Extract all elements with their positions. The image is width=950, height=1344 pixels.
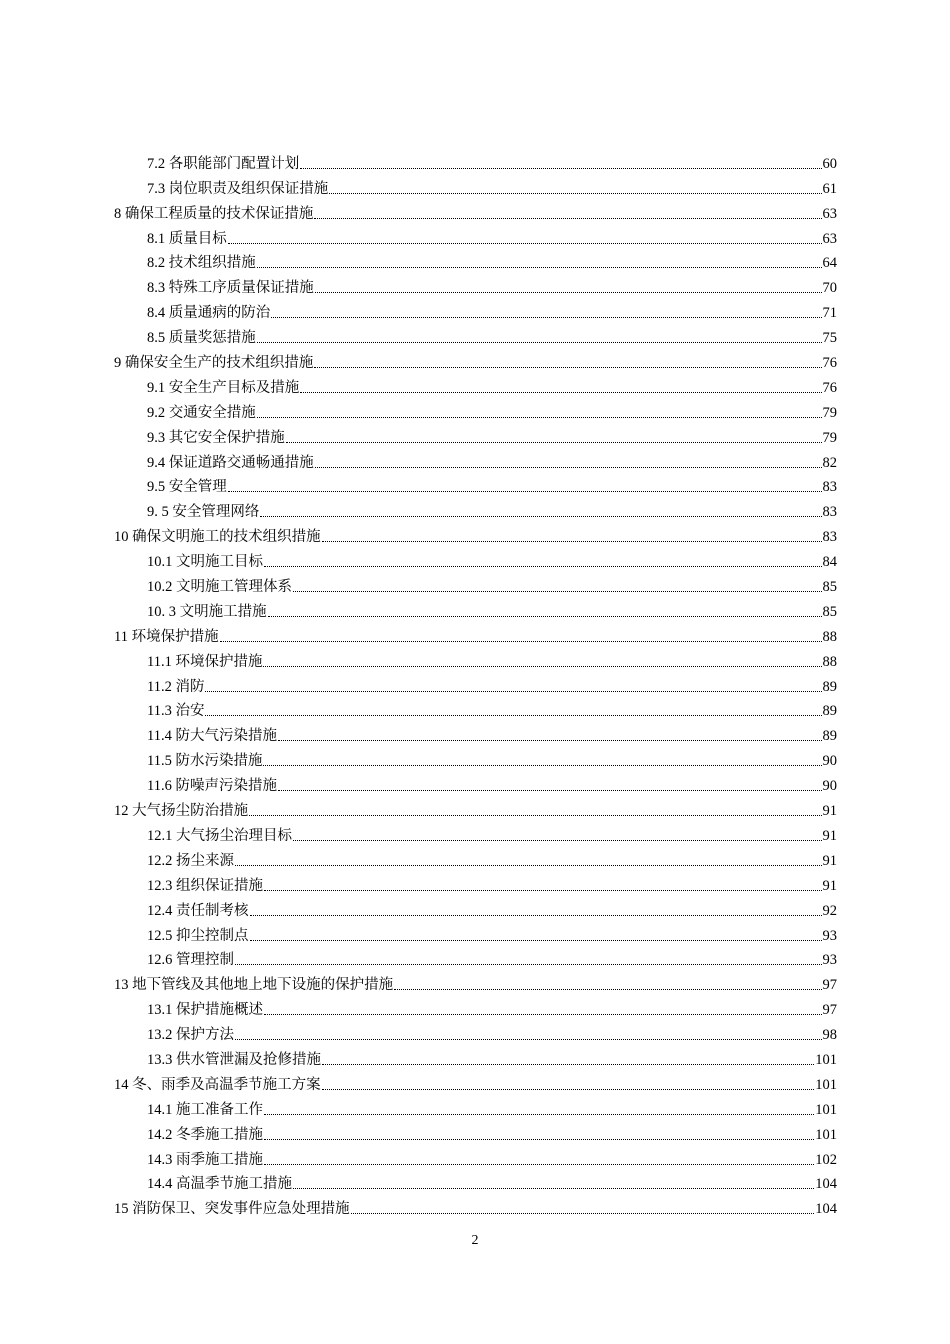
toc-entry[interactable] — [114, 198, 837, 223]
toc-entry[interactable] — [114, 945, 837, 970]
toc-entry-page: 101 — [815, 1126, 837, 1143]
toc-entry-page: 75 — [822, 330, 837, 347]
toc-entry-title: 13.2 保护方法 — [147, 1027, 234, 1044]
toc-entry-page: 76 — [822, 355, 837, 372]
toc-dot-leader — [314, 217, 821, 219]
toc-dot-leader — [394, 988, 821, 990]
toc-entry[interactable] — [114, 1193, 837, 1218]
toc-entry[interactable] — [114, 994, 837, 1019]
toc-dot-leader — [205, 690, 821, 692]
toc-entry-title: 8.5 质量奖惩措施 — [147, 330, 256, 347]
toc-dot-leader — [264, 1138, 814, 1140]
toc-entry-title: 14 冬、雨季及高温季节施工方案 — [114, 1076, 321, 1093]
toc-dot-leader — [322, 540, 822, 542]
toc-entry-page: 60 — [822, 155, 837, 172]
toc-entry-title: 11.3 治安 — [147, 703, 205, 720]
toc-entry[interactable] — [114, 621, 837, 646]
toc-dot-leader — [286, 441, 822, 443]
toc-dot-leader — [314, 366, 821, 368]
toc-entry-page: 90 — [822, 753, 837, 770]
toc-entry[interactable] — [114, 646, 837, 671]
toc-entry-title: 12.4 责任制考核 — [147, 902, 249, 919]
toc-entry-title: 14.1 施工准备工作 — [147, 1101, 263, 1118]
toc-dot-leader — [264, 889, 822, 891]
toc-entry-page: 91 — [822, 827, 837, 844]
toc-entry-page: 89 — [822, 678, 837, 695]
toc-entry-page: 76 — [822, 379, 837, 396]
toc-entry[interactable] — [114, 521, 837, 546]
toc-entry[interactable] — [114, 472, 837, 497]
toc-entry-page: 97 — [822, 977, 837, 994]
toc-entry-title: 12.6 管理控制 — [147, 952, 234, 969]
toc-entry-title: 12.1 大气扬尘治理目标 — [147, 827, 292, 844]
toc-entry-page: 91 — [822, 877, 837, 894]
toc-dot-leader — [264, 1163, 814, 1165]
toc-entry[interactable] — [114, 745, 837, 770]
toc-entry-title: 7.3 岗位职责及组织保证措施 — [147, 180, 329, 197]
toc-entry-page: 83 — [822, 479, 837, 496]
toc-dot-leader — [263, 665, 821, 667]
toc-entry[interactable] — [114, 795, 837, 820]
toc-entry-page: 98 — [822, 1027, 837, 1044]
toc-entry-page: 64 — [822, 255, 837, 272]
toc-entry[interactable] — [114, 1119, 837, 1144]
toc-entry-page: 92 — [822, 902, 837, 919]
toc-dot-leader — [278, 739, 822, 741]
toc-entry[interactable] — [114, 173, 837, 198]
toc-entry-title: 8.1 质量目标 — [147, 230, 227, 247]
toc-dot-leader — [257, 416, 822, 418]
toc-entry-title: 12 大气扬尘防治措施 — [114, 803, 249, 820]
toc-entry-page: 91 — [822, 803, 837, 820]
toc-entry-page: 83 — [822, 529, 837, 546]
toc-entry-title: 14.3 雨季施工措施 — [147, 1151, 263, 1168]
toc-dot-leader — [268, 615, 822, 617]
toc-entry-page: 85 — [822, 579, 837, 596]
toc-dot-leader — [300, 167, 821, 169]
toc-entry-page: 101 — [815, 1076, 837, 1093]
toc-dot-leader — [205, 714, 821, 716]
toc-dot-leader — [257, 341, 822, 343]
toc-entry-title: 11.6 防噪声污染措施 — [147, 778, 277, 795]
toc-dot-leader — [278, 789, 822, 791]
toc-entry-page: 101 — [815, 1051, 837, 1068]
toc-entry[interactable] — [114, 447, 837, 472]
toc-entry[interactable] — [114, 322, 837, 347]
toc-entry[interactable] — [114, 571, 837, 596]
toc-entry-title: 11.2 消防 — [147, 678, 205, 695]
toc-entry[interactable] — [114, 148, 837, 173]
toc-entry[interactable] — [114, 347, 837, 372]
toc-dot-leader — [250, 914, 822, 916]
toc-entry-page: 93 — [822, 927, 837, 944]
toc-entry-title: 9. 5 安全管理网络 — [147, 504, 260, 521]
toc-dot-leader — [228, 242, 822, 244]
toc-entry-page: 88 — [822, 628, 837, 645]
toc-entry-page: 71 — [822, 305, 837, 322]
toc-dot-leader — [250, 939, 822, 941]
toc-entry[interactable] — [114, 372, 837, 397]
toc-entry[interactable] — [114, 1094, 837, 1119]
toc-entry[interactable] — [114, 272, 837, 297]
toc-entry[interactable] — [114, 546, 837, 571]
toc-dot-leader — [260, 515, 821, 517]
toc-entry[interactable] — [114, 297, 837, 322]
toc-entry-page: 82 — [822, 454, 837, 471]
toc-entry[interactable] — [114, 820, 837, 845]
toc-entry[interactable] — [114, 1069, 837, 1094]
toc-dot-leader — [235, 963, 822, 965]
toc-entry-page: 104 — [815, 1176, 837, 1193]
toc-entry-page: 102 — [815, 1151, 837, 1168]
toc-entry-title: 8 确保工程质量的技术保证措施 — [114, 205, 314, 222]
toc-entry-title: 13.1 保护措施概述 — [147, 1002, 263, 1019]
toc-dot-leader — [293, 839, 822, 841]
toc-entry-page: 84 — [822, 554, 837, 571]
toc-entry-page: 89 — [822, 728, 837, 745]
toc-entry[interactable] — [114, 223, 837, 248]
toc-dot-leader — [271, 316, 821, 318]
toc-entry[interactable] — [114, 397, 837, 422]
toc-entry[interactable] — [114, 1169, 837, 1194]
toc-entry-title: 10 确保文明施工的技术组织措施 — [114, 529, 321, 546]
toc-entry[interactable] — [114, 1044, 837, 1069]
toc-entry-page: 85 — [822, 603, 837, 620]
toc-entry[interactable] — [114, 1019, 837, 1044]
toc-entry-page: 61 — [822, 180, 837, 197]
toc-entry[interactable] — [114, 969, 837, 994]
toc-dot-leader — [293, 590, 822, 592]
toc-entry-page: 70 — [822, 280, 837, 297]
toc-dot-leader — [315, 466, 822, 468]
toc-entry-title: 13.3 供水管泄漏及抢修措施 — [147, 1051, 321, 1068]
toc-dot-leader — [329, 192, 821, 194]
toc-entry-title: 13 地下管线及其他地上地下设施的保护措施 — [114, 977, 394, 994]
page-number: 2 — [471, 1233, 479, 1248]
toc-entry-title: 8.4 质量通病的防治 — [147, 305, 271, 322]
toc-entry-title: 11.4 防大气污染措施 — [147, 728, 277, 745]
toc-dot-leader — [249, 814, 821, 816]
toc-entry-title: 11.5 防水污染措施 — [147, 753, 263, 770]
toc-entry[interactable] — [114, 770, 837, 795]
toc-entry[interactable] — [114, 845, 837, 870]
toc-entry-title: 10. 3 文明施工措施 — [147, 603, 267, 620]
toc-entry[interactable] — [114, 596, 837, 621]
toc-dot-leader — [257, 266, 822, 268]
toc-dot-leader — [228, 490, 822, 492]
toc-entry-title: 12.3 组织保证措施 — [147, 877, 263, 894]
toc-entry-title: 9.1 安全生产目标及措施 — [147, 379, 300, 396]
toc-dot-leader — [322, 1088, 815, 1090]
toc-entry-page: 89 — [822, 703, 837, 720]
toc-entry-title: 9.4 保证道路交通畅通措施 — [147, 454, 314, 471]
toc-entry-page: 79 — [822, 429, 837, 446]
toc-dot-leader — [264, 1113, 814, 1115]
toc-entry-title: 12.5 抑尘控制点 — [147, 927, 249, 944]
toc-entry-title: 8.3 特殊工序质量保证措施 — [147, 280, 314, 297]
toc-entry[interactable] — [114, 496, 837, 521]
toc-entry[interactable] — [114, 1144, 837, 1169]
toc-entry[interactable] — [114, 671, 837, 696]
toc-entry-title: 7.2 各职能部门配置计划 — [147, 155, 300, 172]
toc-entry-page: 104 — [815, 1201, 837, 1218]
toc-entry-page: 90 — [822, 778, 837, 795]
toc-entry-page: 83 — [822, 504, 837, 521]
toc-entry-page: 93 — [822, 952, 837, 969]
toc-entry-title: 11.1 环境保护措施 — [147, 653, 263, 670]
toc-entry[interactable] — [114, 720, 837, 745]
toc-entry[interactable] — [114, 422, 837, 447]
table-of-contents — [114, 148, 837, 1218]
toc-dot-leader — [263, 764, 821, 766]
toc-dot-leader — [264, 565, 822, 567]
toc-dot-leader — [293, 1187, 814, 1189]
toc-entry-title: 14.4 高温季节施工措施 — [147, 1176, 292, 1193]
toc-entry[interactable] — [114, 895, 837, 920]
toc-entry-page: 101 — [815, 1101, 837, 1118]
toc-entry-title: 10.1 文明施工目标 — [147, 554, 263, 571]
toc-entry[interactable] — [114, 920, 837, 945]
toc-entry-page: 97 — [822, 1002, 837, 1019]
toc-dot-leader — [235, 1038, 822, 1040]
toc-entry-page: 79 — [822, 404, 837, 421]
toc-entry-title: 10.2 文明施工管理体系 — [147, 579, 292, 596]
toc-entry-title: 11 环境保护措施 — [114, 628, 219, 645]
toc-entry-title: 9 确保安全生产的技术组织措施 — [114, 355, 314, 372]
toc-entry-page: 88 — [822, 653, 837, 670]
toc-entry-page: 91 — [822, 852, 837, 869]
toc-entry[interactable] — [114, 870, 837, 895]
toc-entry-title: 12.2 扬尘来源 — [147, 852, 234, 869]
toc-entry-page: 63 — [822, 230, 837, 247]
toc-entry-title: 14.2 冬季施工措施 — [147, 1126, 263, 1143]
toc-dot-leader — [220, 640, 822, 642]
toc-entry-title: 8.2 技术组织措施 — [147, 255, 256, 272]
toc-entry-title: 9.5 安全管理 — [147, 479, 227, 496]
toc-entry-title: 9.2 交通安全措施 — [147, 404, 256, 421]
toc-entry-title: 9.3 其它安全保护措施 — [147, 429, 285, 446]
toc-dot-leader — [322, 1063, 814, 1065]
toc-dot-leader — [315, 291, 822, 293]
toc-dot-leader — [264, 1013, 822, 1015]
toc-entry-title: 15 消防保卫、突发事件应急处理措施 — [114, 1201, 350, 1218]
toc-dot-leader — [351, 1212, 815, 1214]
toc-entry[interactable] — [114, 248, 837, 273]
toc-dot-leader — [235, 864, 822, 866]
toc-entry[interactable] — [114, 696, 837, 721]
toc-dot-leader — [300, 391, 821, 393]
toc-entry-page: 63 — [822, 205, 837, 222]
